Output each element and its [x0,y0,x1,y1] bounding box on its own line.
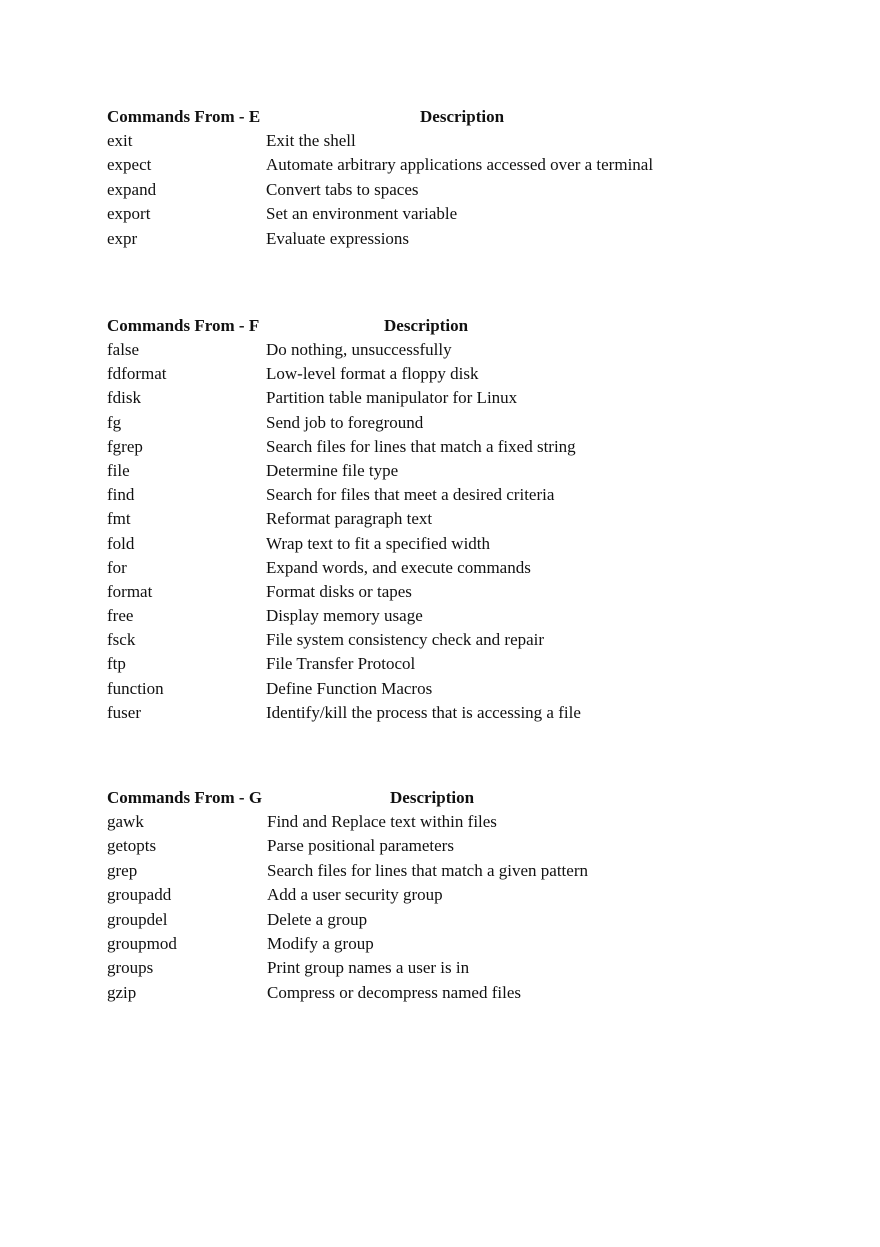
command-description: Search for files that meet a desired criteria [266,485,555,505]
table-row [107,834,727,858]
command-name: groupmod [107,933,177,953]
command-name: free [107,606,134,626]
command-description: File system consistency check and repair [266,630,545,650]
command-name: false [107,340,140,359]
command-description: Search files for lines that match a given pattern [267,860,588,880]
command-description: Convert tabs to spaces [266,179,419,199]
table-header [107,313,727,338]
command-name: groupdel [107,909,168,929]
command-name: fdisk [107,388,141,408]
table-row [107,701,727,725]
table-row [107,580,727,604]
table-row [107,338,727,362]
table-row [107,459,727,483]
command-description: Compress or decompress named files [267,982,521,1002]
table-row [107,532,727,556]
command-description: Display memory usage [266,606,423,626]
command-column-header: Commands From - E [107,107,261,126]
command-name: for [107,557,127,577]
table-row [107,628,727,652]
description-column-header: Description [390,788,475,807]
command-description: Partition table manipulator for Linux [266,388,518,408]
command-name: fold [107,533,135,553]
command-name: format [107,581,153,601]
table-row [107,386,727,410]
section-commands-f [107,313,727,725]
table-row [107,556,727,580]
table-row [107,153,727,177]
command-name: expect [107,155,152,175]
command-column-header: Commands From - G [107,788,263,807]
command-description: Find and Replace text within files [267,812,497,831]
table-row [107,652,727,676]
table-header [107,785,727,810]
command-name: expand [107,179,157,199]
command-name: groups [107,958,154,978]
command-name: gzip [107,982,137,1002]
table-row [107,883,727,907]
command-name: fuser [107,702,141,722]
command-description: Evaluate expressions [266,228,410,248]
command-description: Parse positional parameters [267,836,454,856]
command-name: fmt [107,509,131,529]
table-header [107,104,727,129]
command-name: file [107,460,130,480]
command-name: expr [107,228,138,248]
command-name: find [107,485,135,505]
table-row [107,908,727,932]
command-name: fg [107,412,122,432]
command-column-header: Commands From - F [107,316,260,335]
description-column-header: Description [384,316,469,335]
table-row [107,810,727,834]
table-row [107,981,727,1005]
command-description: Determine file type [266,460,399,480]
command-name: fsck [107,630,136,650]
table-row [107,411,727,435]
table-row [107,859,727,883]
command-description: Automate arbitrary applications accessed over a terminal [266,155,654,175]
command-description: Print group names a user is in [267,958,470,978]
command-name: groupadd [107,885,172,905]
command-description: Expand words, and execute commands [266,557,531,577]
command-description: Define Function Macros [266,678,433,698]
table-row [107,178,727,202]
command-name: fdformat [107,364,167,384]
command-name: fgrep [107,436,143,456]
command-description: Send job to foreground [266,412,424,432]
table-row [107,677,727,701]
table-row [107,129,727,153]
command-name: gawk [107,812,144,831]
command-description: Format disks or tapes [266,581,412,601]
command-description: Delete a group [267,909,368,929]
table-row [107,227,727,251]
table-row [107,362,727,386]
command-description: File Transfer Protocol [266,654,416,674]
table-row [107,604,727,628]
command-name: ftp [107,654,126,674]
command-name: export [107,204,151,224]
command-name: grep [107,860,138,880]
command-name: exit [107,131,133,150]
command-description: Exit the shell [266,131,356,150]
section-commands-e [107,104,727,251]
command-description: Wrap text to fit a specified width [266,533,491,553]
command-description: Add a user security group [267,885,443,905]
command-description: Modify a group [267,933,374,953]
command-description: Set an environment variable [266,204,458,224]
table-row [107,483,727,507]
command-description: Search files for lines that match a fixed string [266,436,576,456]
command-description: Reformat paragraph text [266,509,433,529]
description-column-header: Description [420,107,505,126]
command-description: Identify/kill the process that is accessing a file [266,702,581,722]
command-name: getopts [107,836,157,856]
table-row [107,932,727,956]
table-row [107,202,727,226]
table-row [107,435,727,459]
table-row [107,507,727,531]
command-name: function [107,678,164,698]
section-commands-g [107,785,727,1005]
command-description: Low-level format a floppy disk [266,364,479,384]
table-row [107,956,727,980]
command-description: Do nothing, unsuccessfully [266,340,452,359]
